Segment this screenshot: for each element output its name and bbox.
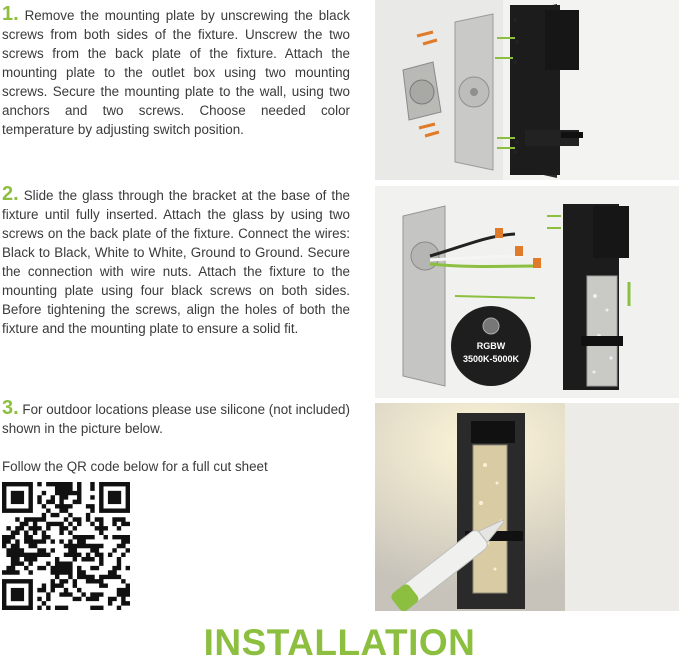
step-3-illustration <box>375 403 679 611</box>
step-3 <box>2 399 350 438</box>
badge-rgbw: RGBW <box>476 341 506 351</box>
qr-caption: Follow the QR code below for a full cut sheet <box>2 459 268 474</box>
step-2-illustration <box>375 186 679 398</box>
page-title: INSTALLATION <box>203 622 476 663</box>
step-1-text: Remove the mounting plate by unscrewing the black screws from both sides of the fixture. Unscrew the two screws from the back plate of the fixture. Attach the mounting plate to the outlet box using two mounting screws. Secure the mounting plate to the wall, using two anchors and two screws. Choose needed color temperature by adjusting switch position. <box>2 8 350 137</box>
step-3-number: 3. <box>2 397 19 419</box>
badge-temperature: 3500K-5000K <box>462 354 520 364</box>
step-2-text: Slide the glass through the bracket at the base of the fixture until fully inserted. Attach the glass by using two screws on the back plate of the fixture. Connect the wires: Black to Black, White to White, Ground to Ground. Secure the connection with wire nuts. Attach the fixture to the mounting plate using four black screws on both sides. Before tightening the screws, align the holes of both the fixture and the mounting plate to ensure a solid fit. <box>2 188 350 336</box>
step-1 <box>2 5 350 139</box>
qr-code-icon[interactable] <box>2 482 130 610</box>
step-2 <box>2 185 350 338</box>
step-3-text: For outdoor locations please use silicone (not included) shown in the picture below. <box>2 402 350 436</box>
step-1-illustration <box>375 0 679 180</box>
step-2-number: 2. <box>2 183 19 205</box>
step-1-number: 1. <box>2 3 19 25</box>
